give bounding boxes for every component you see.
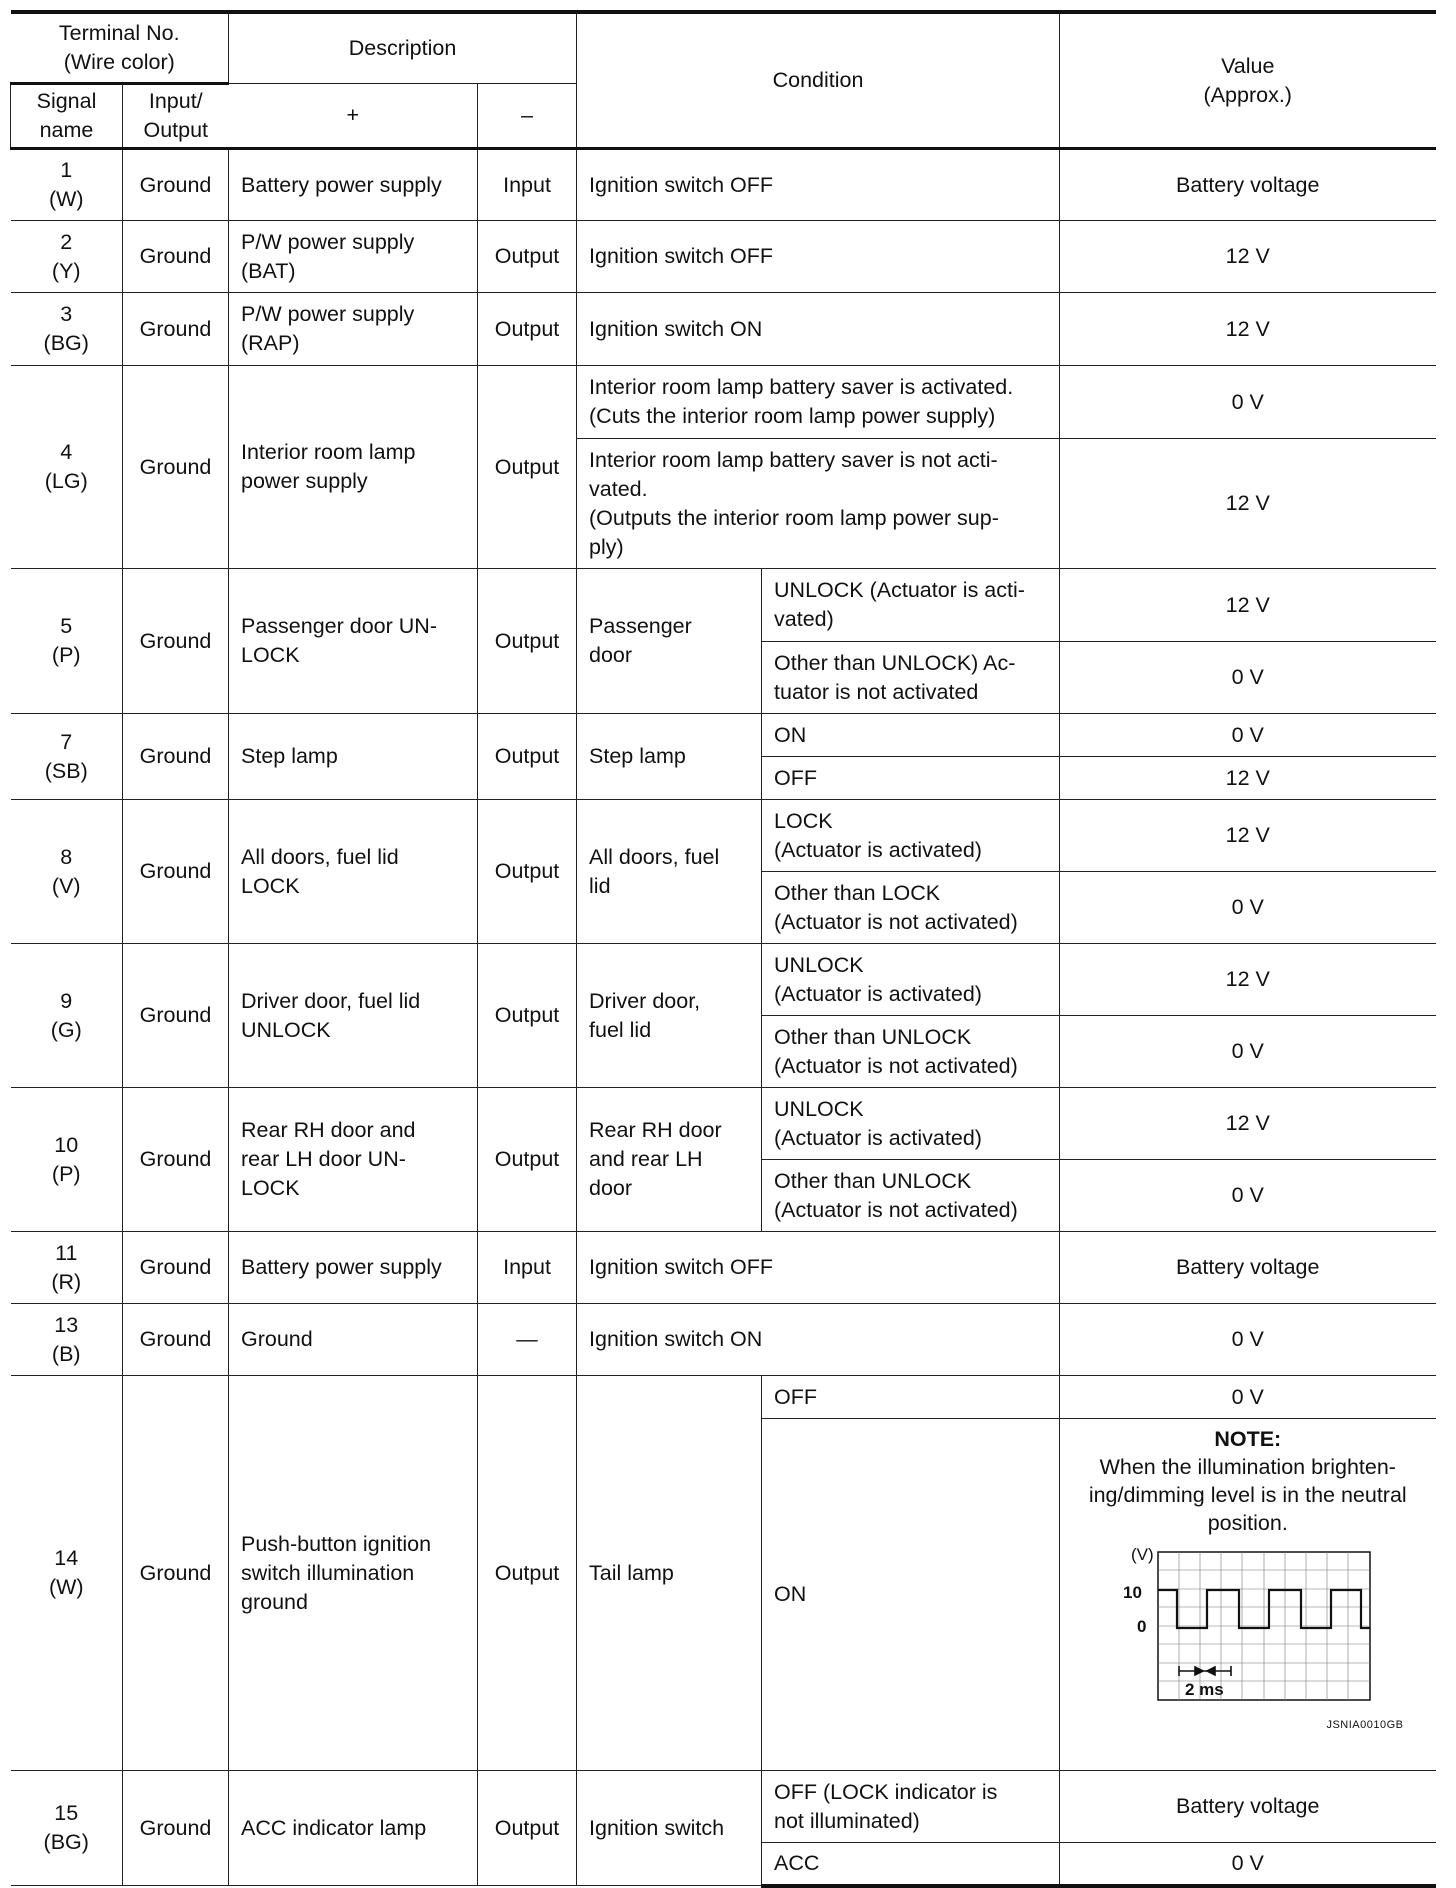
table-row: [11, 1771, 1436, 1843]
value-cell: Battery voltage: [1060, 1232, 1436, 1304]
sub-condition-cell: ON: [762, 1419, 1060, 1771]
waveform-period-marker: [1179, 1666, 1231, 1676]
terminal-cell: 8 (V): [11, 800, 123, 944]
condition-cell: Driver door, fuel lid: [577, 944, 762, 1088]
waveform-grid: [1158, 1552, 1370, 1700]
table-row: [11, 1232, 1436, 1304]
signal-cell: Step lamp: [229, 714, 478, 800]
sub-condition-cell: UNLOCK (Actuator is activated): [762, 1088, 1060, 1160]
condition-cell: Ignition switch OFF: [577, 149, 1060, 221]
terminal-cell: 14 (W): [11, 1376, 123, 1771]
table-row: [11, 293, 1436, 366]
sub-condition-cell: ACC: [762, 1843, 1060, 1886]
terminal-cell: 9 (G): [11, 944, 123, 1088]
io-cell: —: [478, 1304, 577, 1376]
terminal-cell: 13 (B): [11, 1304, 123, 1376]
condition-cell: Ignition switch OFF: [577, 221, 1060, 293]
value-cell: 0 V: [1060, 1016, 1436, 1088]
table-row: [11, 366, 1436, 439]
signal-cell: Passenger door UN- LOCK: [229, 569, 478, 714]
value-cell: 12 V: [1060, 221, 1436, 293]
signal-cell: ACC indicator lamp: [229, 1771, 478, 1886]
table-row: [11, 1304, 1436, 1376]
ground-cell: Ground: [123, 366, 229, 569]
header-signal-name: Signal name: [11, 84, 123, 149]
waveform-low-label: 0: [1136, 1616, 1147, 1636]
ground-cell: Ground: [123, 149, 229, 221]
ground-cell: Ground: [123, 1088, 229, 1232]
ground-cell: Ground: [123, 1304, 229, 1376]
value-cell: Battery voltage: [1060, 1771, 1436, 1843]
table-row: [11, 149, 1436, 221]
value-cell: 12 V: [1060, 944, 1436, 1016]
io-cell: Output: [478, 221, 577, 293]
condition-cell: Ignition switch ON: [577, 1304, 1060, 1376]
table-row: [11, 944, 1436, 1016]
io-cell: Output: [478, 944, 577, 1088]
sub-condition-cell: UNLOCK (Actuator is acti- vated): [762, 569, 1060, 642]
sub-condition-cell: Other than UNLOCK (Actuator is not activated): [762, 1016, 1060, 1088]
sub-condition-cell: OFF: [762, 1376, 1060, 1419]
terminal-cell: 4 (LG): [11, 366, 123, 569]
signal-cell: Push-button ignition switch illumination ground: [229, 1376, 478, 1771]
sub-condition-cell: OFF: [762, 757, 1060, 800]
ground-cell: Ground: [123, 569, 229, 714]
value-cell: 12 V: [1060, 1088, 1436, 1160]
table-row: [11, 1088, 1436, 1160]
value-cell: 0 V: [1060, 1376, 1436, 1419]
header-description: Description: [229, 12, 577, 84]
value-cell: 12 V: [1060, 439, 1436, 569]
io-cell: Output: [478, 366, 577, 569]
terminal-cell: 2 (Y): [11, 221, 123, 293]
sub-condition-cell: Other than LOCK (Actuator is not activated): [762, 872, 1060, 944]
terminal-cell: 10 (P): [11, 1088, 123, 1232]
io-cell: Output: [478, 293, 577, 366]
condition-cell: Ignition switch: [577, 1771, 762, 1886]
ground-cell: Ground: [123, 1771, 229, 1886]
header-value: Value (Approx.): [1060, 12, 1436, 149]
io-cell: Output: [478, 569, 577, 714]
ground-cell: Ground: [123, 1232, 229, 1304]
value-cell: 12 V: [1060, 293, 1436, 366]
value-cell: 12 V: [1060, 569, 1436, 642]
waveform-figure: [1103, 1542, 1393, 1712]
note-title: NOTE:: [1214, 1427, 1282, 1452]
io-cell: Output: [478, 1771, 577, 1886]
sub-condition-cell: LOCK (Actuator is activated): [762, 800, 1060, 872]
ground-cell: Ground: [123, 293, 229, 366]
terminal-cell: 3 (BG): [11, 293, 123, 366]
terminal-cell: 15 (BG): [11, 1771, 123, 1886]
figure-code: JSNIA0010GB: [1326, 1718, 1404, 1731]
condition-cell: Rear RH door and rear LH door: [577, 1088, 762, 1232]
ground-cell: Ground: [123, 800, 229, 944]
waveform-unit-label: (V): [1130, 1544, 1154, 1564]
condition-cell: Passenger door: [577, 569, 762, 714]
condition-cell: Ignition switch ON: [577, 293, 1060, 366]
value-cell: 0 V: [1060, 1160, 1436, 1232]
signal-cell: Rear RH door and rear LH door UN- LOCK: [229, 1088, 478, 1232]
ground-cell: Ground: [123, 944, 229, 1088]
sub-condition-cell: Other than UNLOCK) Ac- tuator is not activated: [762, 642, 1060, 714]
ground-cell: Ground: [123, 1376, 229, 1771]
value-cell: 12 V: [1060, 800, 1436, 872]
terminal-table: [10, 10, 1436, 1888]
table-row: [11, 714, 1436, 757]
table-row: [11, 1376, 1436, 1419]
value-cell: 0 V: [1060, 366, 1436, 439]
note-text: When the illumination brighten- ing/dimming level is in the neutral position.: [1088, 1455, 1407, 1535]
ground-cell: Ground: [123, 221, 229, 293]
sub-condition-cell: UNLOCK (Actuator is activated): [762, 944, 1060, 1016]
note-cell: [1060, 1419, 1436, 1771]
header-minus: –: [478, 84, 577, 149]
io-cell: Output: [478, 714, 577, 800]
header-row-1: [11, 12, 1436, 84]
header-terminal: Terminal No. (Wire color): [11, 12, 229, 84]
ground-cell: Ground: [123, 714, 229, 800]
header-io: Input/ Output: [123, 84, 229, 149]
value-cell: 12 V: [1060, 757, 1436, 800]
table-row: [11, 800, 1436, 872]
io-cell: Output: [478, 1376, 577, 1771]
value-cell: 0 V: [1060, 872, 1436, 944]
header-condition: Condition: [577, 12, 1060, 149]
condition-cell: All doors, fuel lid: [577, 800, 762, 944]
value-cell: Battery voltage: [1060, 149, 1436, 221]
terminal-cell: 5 (P): [11, 569, 123, 714]
signal-cell: Ground: [229, 1304, 478, 1376]
terminal-cell: 11 (R): [11, 1232, 123, 1304]
signal-cell: P/W power supply (RAP): [229, 293, 478, 366]
condition-cell: Interior room lamp battery saver is not acti- vated. (Outputs the interior room lamp power sup- ply): [577, 439, 1060, 569]
signal-cell: Battery power supply: [229, 1232, 478, 1304]
io-cell: Output: [478, 800, 577, 944]
value-cell: 0 V: [1060, 642, 1436, 714]
header-plus: +: [229, 84, 478, 149]
table-row: [11, 221, 1436, 293]
sub-condition-cell: OFF (LOCK indicator is not illuminated): [762, 1771, 1060, 1843]
terminal-cell: 1 (W): [11, 149, 123, 221]
condition-cell: Step lamp: [577, 714, 762, 800]
io-cell: Output: [478, 1088, 577, 1232]
value-cell: 0 V: [1060, 1304, 1436, 1376]
value-cell: 0 V: [1060, 1843, 1436, 1886]
signal-cell: Interior room lamp power supply: [229, 366, 478, 569]
condition-cell: Interior room lamp battery saver is activated. (Cuts the interior room lamp power supply): [577, 366, 1060, 439]
io-cell: Input: [478, 149, 577, 221]
signal-cell: Battery power supply: [229, 149, 478, 221]
signal-cell: P/W power supply (BAT): [229, 221, 478, 293]
sub-condition-cell: ON: [762, 714, 1060, 757]
io-cell: Input: [478, 1232, 577, 1304]
table-row: [11, 569, 1436, 642]
condition-cell: Tail lamp: [577, 1376, 762, 1771]
sub-condition-cell: Other than UNLOCK (Actuator is not activated): [762, 1160, 1060, 1232]
waveform-high-label: 10: [1122, 1582, 1142, 1602]
waveform-period-label: 2 ms: [1184, 1679, 1224, 1699]
condition-cell: Ignition switch OFF: [577, 1232, 1060, 1304]
signal-cell: Driver door, fuel lid UNLOCK: [229, 944, 478, 1088]
terminal-cell: 7 (SB): [11, 714, 123, 800]
value-cell: 0 V: [1060, 714, 1436, 757]
signal-cell: All doors, fuel lid LOCK: [229, 800, 478, 944]
